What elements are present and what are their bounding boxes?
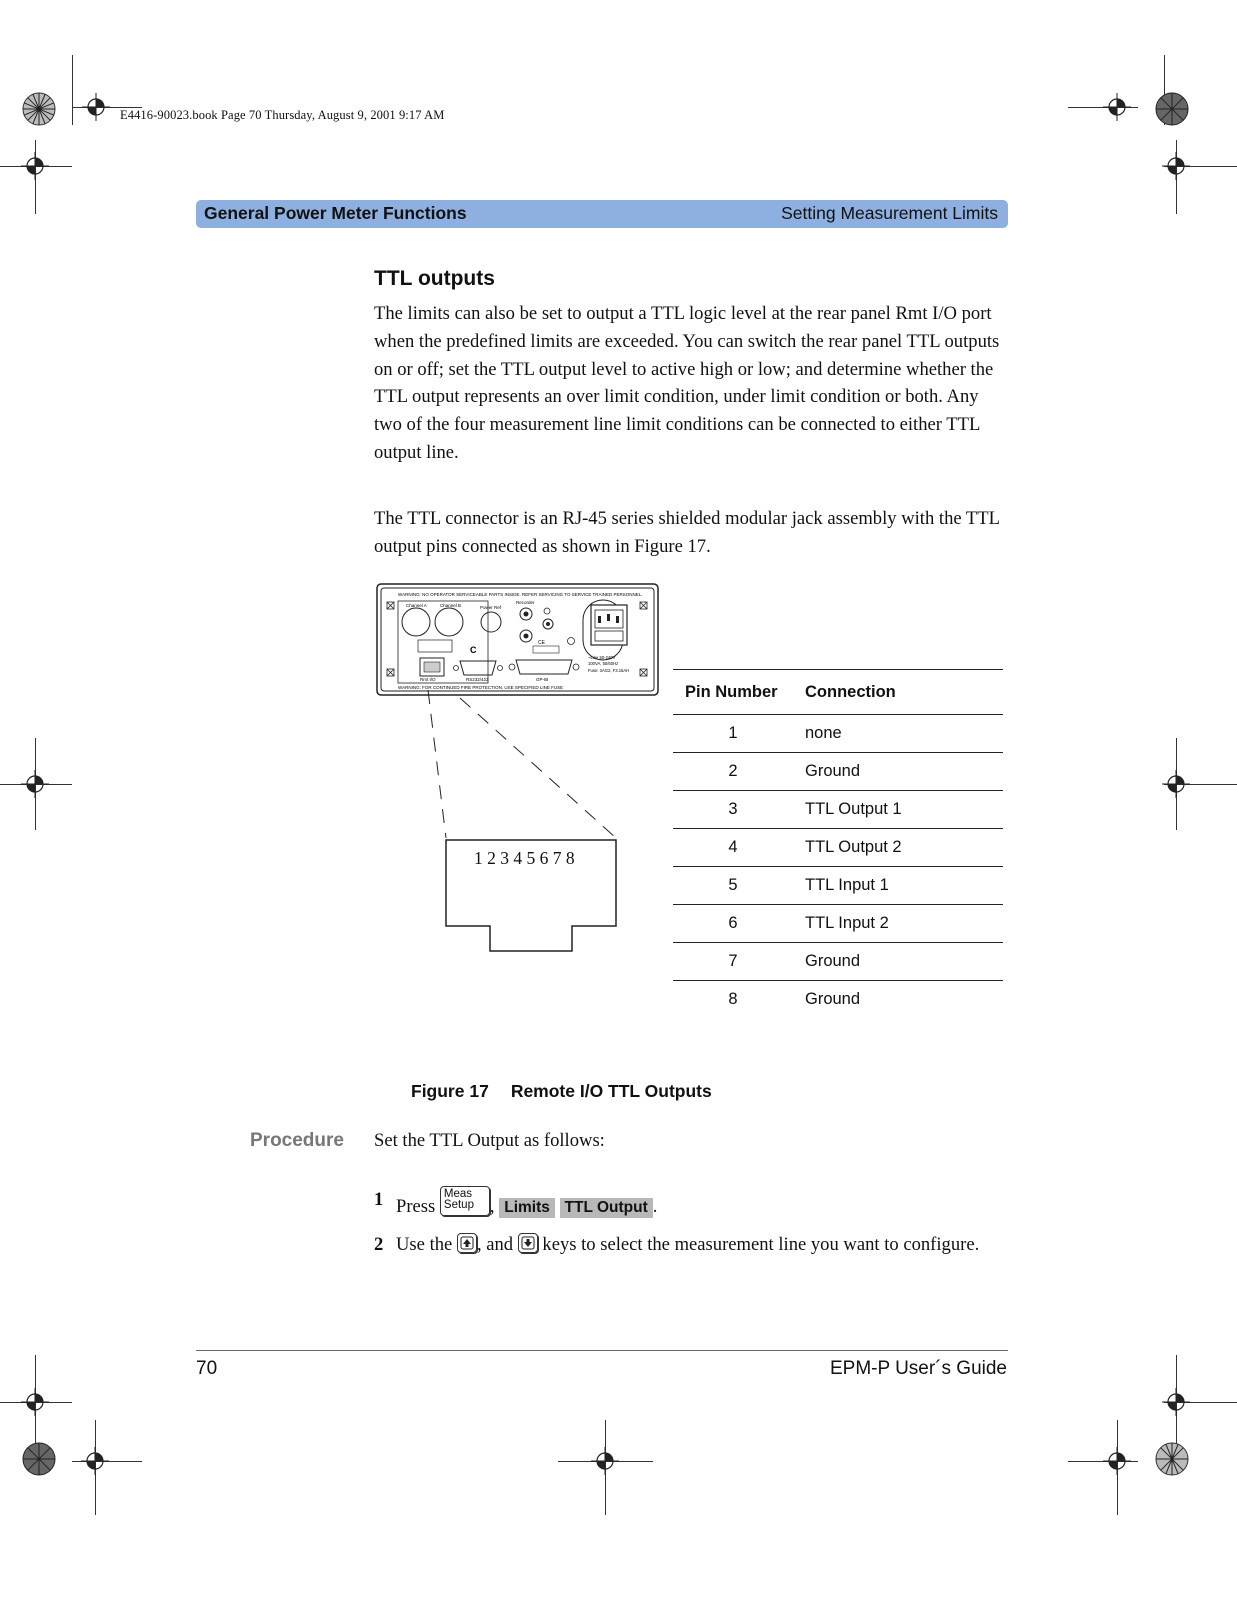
connection-cell: TTL Output 1 [793,791,1003,829]
figure-number: Figure 17 [411,1081,489,1101]
procedure-step-1: 1 Press Meas Setup , Limits TTL Output . [374,1188,658,1217]
body-paragraph: The limits can also be set to output a TTL logic level at the rear panel Rmt I/O port when the predefined limits are exceeded. You can switch the rear panel TTL outputs on or off; set the TTL output level to active high or low; and determine whether the TTL output represents an over limit condition, under limit condition or both. Any two of the four measurement line limit conditions can be connected to either TTL output line. [374,303,1000,463]
panel-warning-top: WARNING: NO OPERATOR SERVICEABLE PARTS INSIDE. REFER SERVICING TO SERVICE TRAINED PERSONNEL. [398,592,643,597]
registration-mark-icon [1103,93,1131,121]
column-header: Connection [793,670,1003,715]
page-number: 70 [196,1358,218,1379]
registration-mark-icon [591,1447,619,1475]
svg-text:100VA, 50/60Hz: 100VA, 50/60Hz [588,661,619,666]
running-head [196,200,1008,228]
starburst-target-icon [22,92,56,126]
rear-panel-illustration [376,583,659,696]
body-paragraph: The TTL connector is an RJ-45 series shielded modular jack assembly with the TTL output pins connected as shown in Figure 17. [374,508,1000,557]
section-heading: TTL outputs [374,267,495,290]
figure-caption [411,1081,712,1102]
connection-cell: Ground [793,753,1003,791]
table-row [673,715,1003,753]
gpib-label: GP-IB [536,677,549,682]
registration-mark-icon [1103,1447,1131,1475]
procedure-label: Procedure [250,1130,344,1151]
jack-pin-numbers: 1 2 3 4 5 6 7 8 [474,848,575,868]
pin-number-cell: 2 [673,753,793,791]
footer-rule [196,1350,1008,1351]
procedure-step-2: 2 Use the , and keys to select the measurement line you want to configure. [374,1231,1004,1291]
step-text: Press [396,1196,436,1217]
table-row [673,867,1003,905]
guide-title: EPM-P User´s Guide [829,1358,1007,1379]
key-label-line2: Setup [443,1199,474,1211]
book-slug-line: E4416-90023.book Page 70 Thursday, August 9, 2001 9:17 AM [120,108,445,122]
connection-cell: TTL Input 2 [793,905,1003,943]
panel-warning-bottom: WARNING: FOR CONTINUED FIRE PROTECTION, USE SPECIFIED LINE FUSE [398,685,564,690]
table-row [673,791,1003,829]
rmt-io-label: Rmt I/O [420,677,436,682]
registration-mark-icon [1162,770,1190,798]
pin-number-cell: 7 [673,943,793,981]
registration-mark-icon [1162,152,1190,180]
table-header-row [673,670,1003,715]
channel-a-label: Channel A [406,603,427,608]
pin-number-cell: 4 [673,829,793,867]
registration-mark-icon [21,1388,49,1416]
connection-cell: TTL Input 1 [793,867,1003,905]
svg-text:C: C [470,645,477,655]
key-label-line1: Meas [443,1188,473,1200]
section-title-header: Setting Measurement Limits [781,203,998,223]
starburst-target-icon [1155,1442,1189,1476]
power-ref-label: Power Ref [480,605,502,610]
table-row [673,829,1003,867]
step-number: 2 [374,1234,384,1255]
up-arrow-key-icon[interactable] [457,1233,477,1253]
svg-text:CE: CE [538,640,545,646]
table-row [673,943,1003,981]
connection-cell: Ground [793,943,1003,981]
pin-number-cell: 5 [673,867,793,905]
procedure-intro: Set the TTL Output as follows: [374,1130,605,1151]
down-arrow-key-icon[interactable] [518,1233,538,1253]
fuse-label: Fuse: 3AG2, F3.15AH [588,668,630,673]
registration-mark-icon [21,152,49,180]
starburst-target-icon [1155,92,1189,126]
meas-setup-key[interactable] [440,1186,490,1216]
svg-text:~Line 50-240V: ~Line 50-240V [588,655,616,660]
pin-number-cell: 8 [728,990,738,1008]
pin-connection-table [673,669,1003,1018]
table-row [673,905,1003,943]
limits-softkey[interactable]: Limits [499,1198,555,1218]
rs232-label: RS232/422 [466,677,489,682]
channel-b-label: Channel B [440,603,462,608]
ttl-output-softkey[interactable]: TTL Output [560,1198,653,1218]
table-row [673,981,1003,1019]
chapter-title: General Power Meter Functions [204,203,467,223]
step-number: 1 [374,1189,384,1210]
registration-mark-icon [1162,1388,1190,1416]
connection-cell: TTL Output 2 [793,829,1003,867]
registration-mark-icon [21,770,49,798]
table-row [673,753,1003,791]
pin-number-cell: 1 [673,715,793,753]
column-header: Pin Number [673,670,793,715]
registration-mark-icon [81,1447,109,1475]
recorder-label: Recorder [516,600,535,605]
pin-number-cell: 3 [673,791,793,829]
registration-mark-icon [82,93,110,121]
starburst-target-icon [22,1442,56,1476]
rj45-jack-diagram [420,690,630,960]
pin-number-cell: 6 [673,905,793,943]
figure-title: Remote I/O TTL Outputs [510,1081,712,1101]
connection-cell: Ground [805,990,861,1008]
connection-cell: none [793,715,1003,753]
